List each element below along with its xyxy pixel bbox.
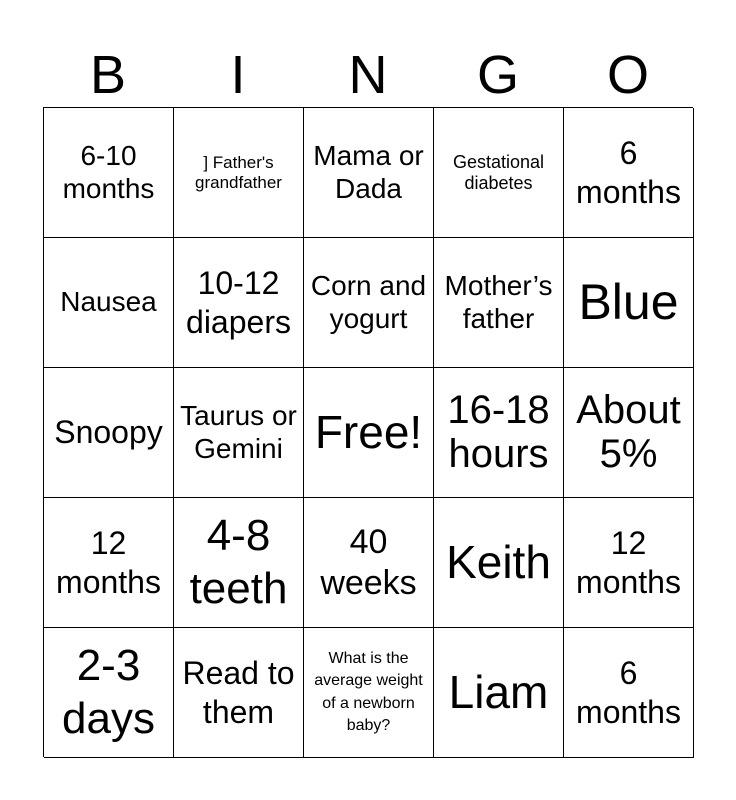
bingo-cell-r5c1[interactable]: 2-3 days [44, 628, 174, 758]
bingo-cell-r2c4[interactable]: Mother’s father [434, 238, 564, 368]
bingo-cell-r1c4[interactable]: Gestational diabetes [434, 108, 564, 238]
bingo-cell-r1c3[interactable]: Mama or Dada [304, 108, 434, 238]
bingo-header [43, 42, 693, 108]
bingo-cell-r4c2[interactable]: 4-8 teeth [174, 498, 304, 628]
bingo-cell-r3c3-free[interactable]: Free! [304, 368, 434, 498]
bingo-cell-r4c5[interactable]: 12 months [564, 498, 694, 628]
header-letter-o: O [606, 45, 649, 105]
bingo-cell-r4c3[interactable]: 40 weeks [304, 498, 434, 628]
bingo-cell-r3c2[interactable]: Taurus or Gemini [174, 368, 304, 498]
bingo-cell-r1c2[interactable]: ] Father's grandfather [174, 108, 304, 238]
bingo-cell-r2c5[interactable]: Blue [564, 238, 694, 368]
bingo-cell-r5c2[interactable]: Read to them [174, 628, 304, 758]
bingo-cell-r5c3[interactable]: What is the average weight of a newborn baby? [304, 628, 434, 758]
bingo-cell-r1c5[interactable]: 6 months [564, 108, 694, 238]
header-letter-g: G [476, 45, 519, 105]
bingo-cell-r2c3[interactable]: Corn and yogurt [304, 238, 434, 368]
bingo-cell-r2c2[interactable]: 10-12 diapers [174, 238, 304, 368]
header-letter-i: I [230, 45, 246, 105]
bingo-cell-r5c5[interactable]: 6 months [564, 628, 694, 758]
header-letter-b: B [89, 45, 127, 105]
bingo-cell-r3c5[interactable]: About 5% [564, 368, 694, 498]
bingo-cell-r4c4[interactable]: Keith [434, 498, 564, 628]
bingo-cell-r4c1[interactable]: 12 months [44, 498, 174, 628]
header-letter-n: N [348, 45, 388, 105]
bingo-cell-r3c4[interactable]: 16-18 hours [434, 368, 564, 498]
bingo-cell-r5c4[interactable]: Liam [434, 628, 564, 758]
bingo-cell-r2c1[interactable]: Nausea [44, 238, 174, 368]
bingo-board [43, 107, 693, 757]
bingo-cell-r1c1[interactable]: 6-10 months [44, 108, 174, 238]
bingo-cell-r3c1[interactable]: Snoopy [44, 368, 174, 498]
